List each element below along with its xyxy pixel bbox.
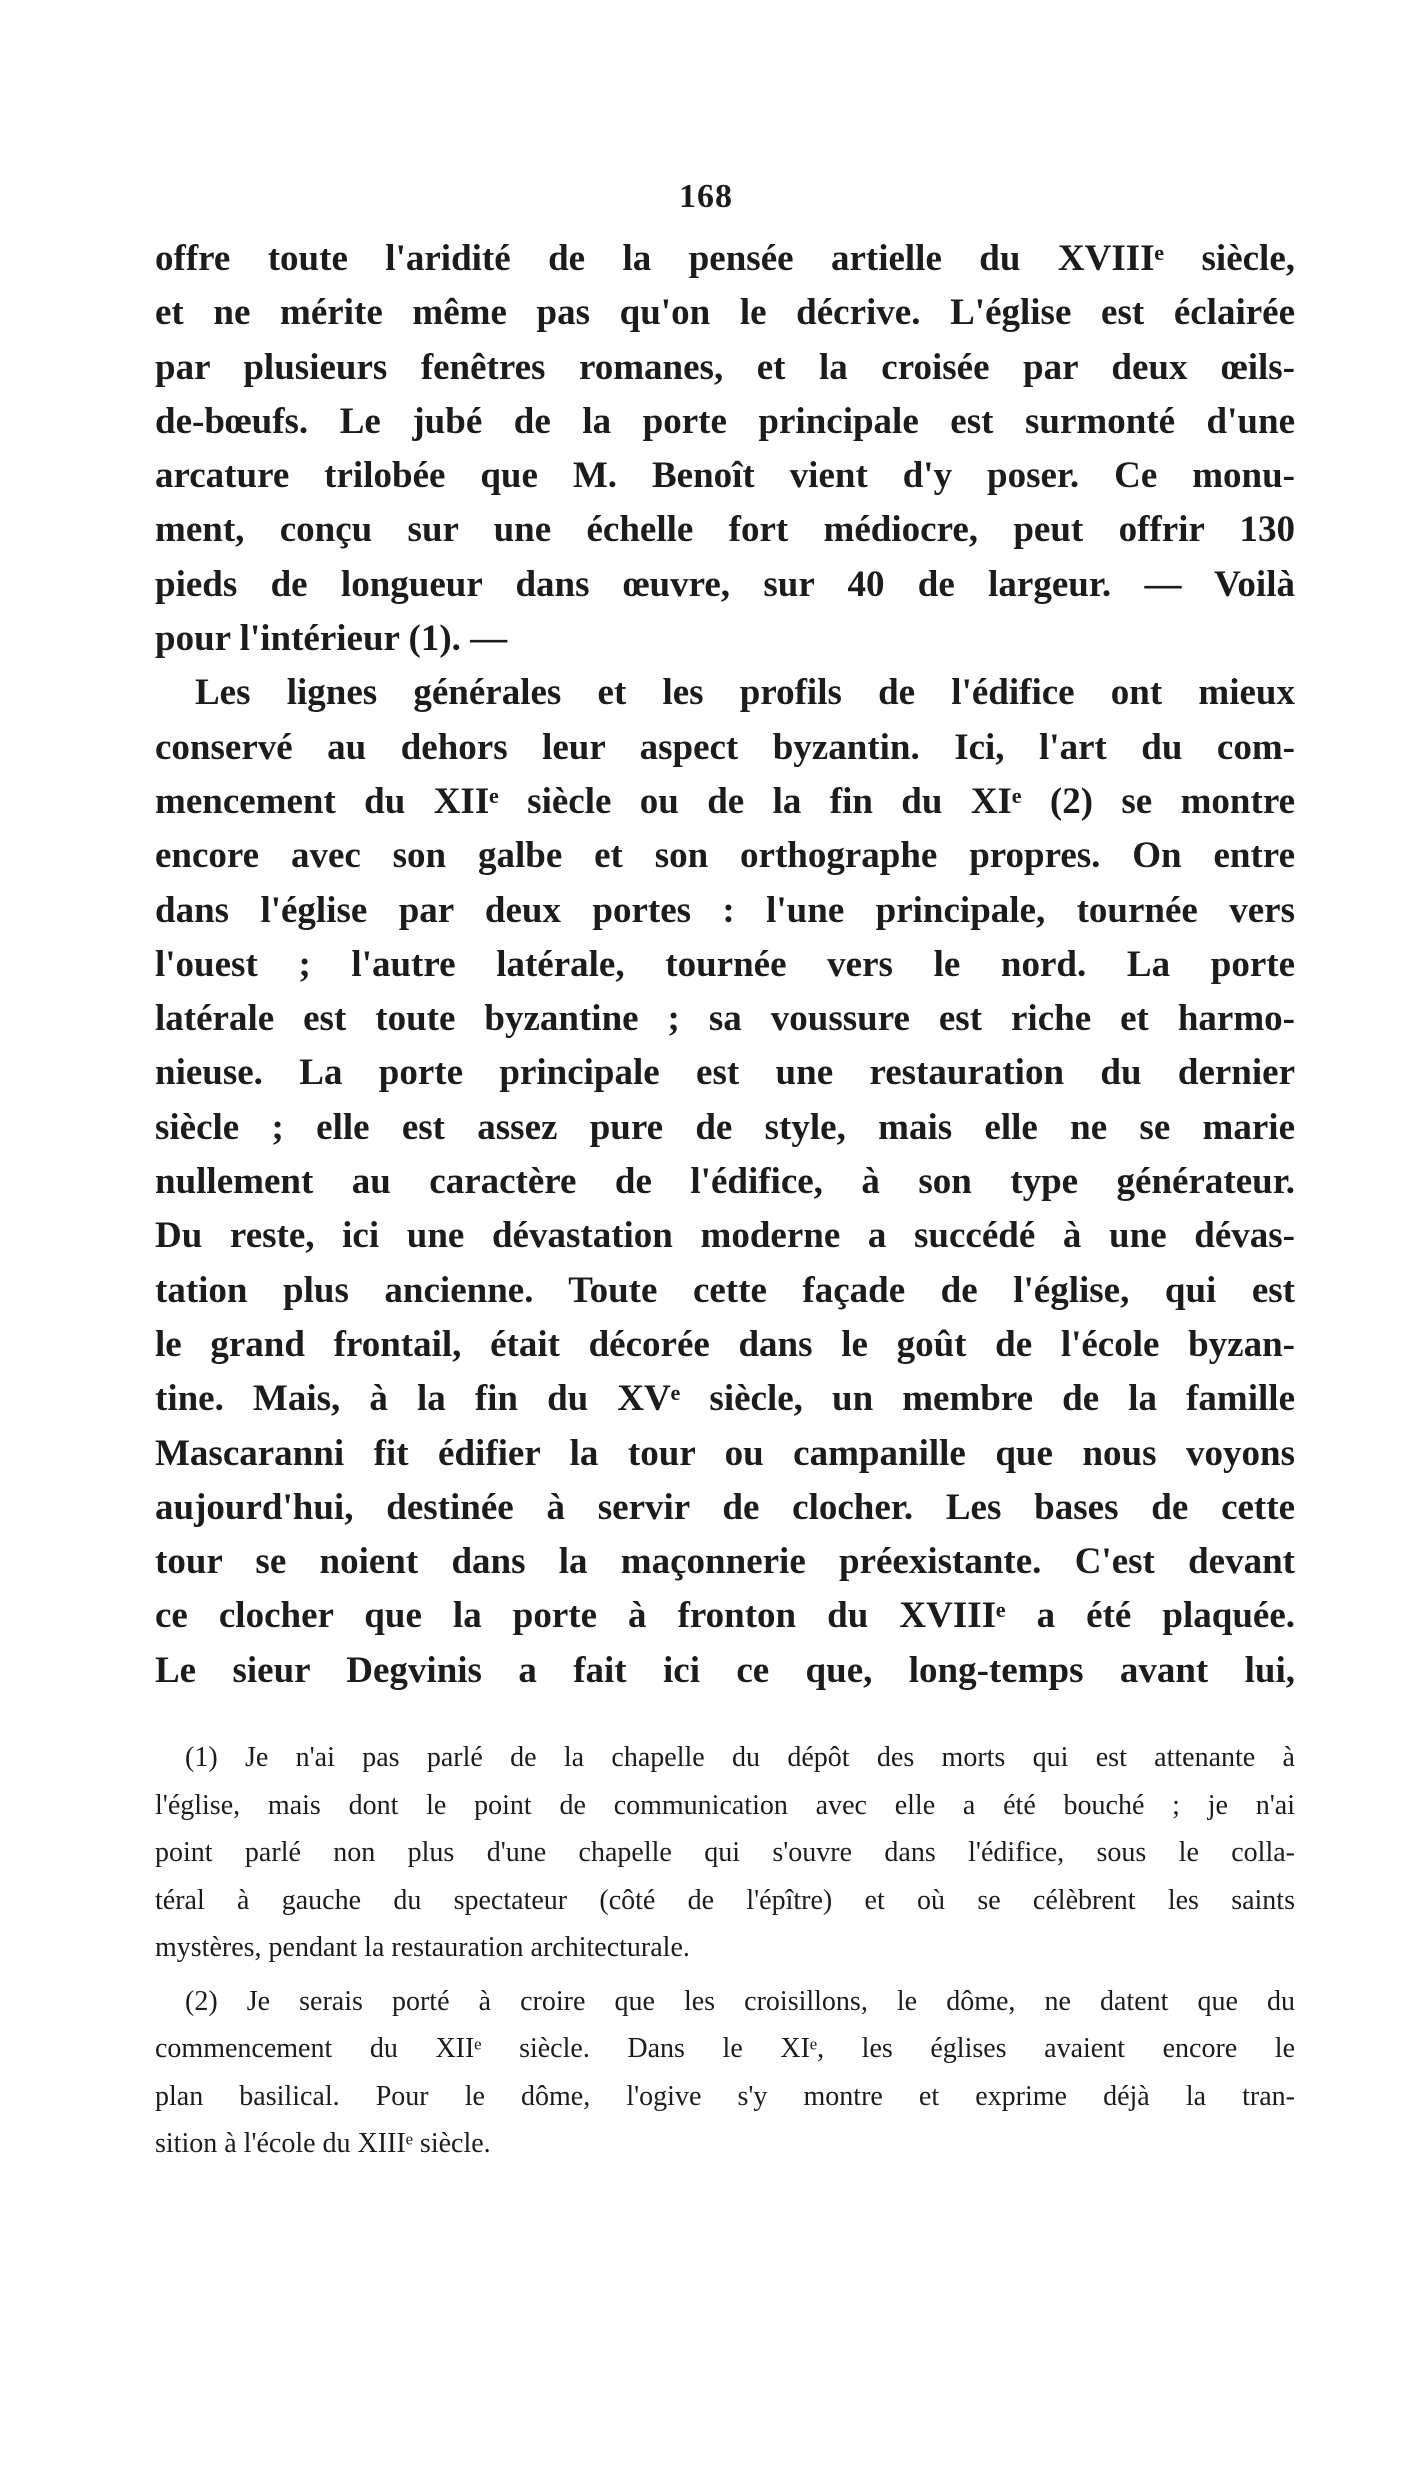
text-line: pour l'intérieur (1). — — [155, 618, 508, 660]
text-line: ce clocher que la porte à fronton du XVIIIᵉ a été plaquée. — [155, 1595, 1295, 1637]
footnote-line: l'église, mais dont le point de communication avec elle a été bouché ; je n'ai — [155, 1789, 1295, 1821]
text-line: tation plus ancienne. Toute cette façade de l'église, qui est — [155, 1269, 1295, 1311]
text-line: et ne mérite même pas qu'on le décrive. L'église est éclairée — [155, 292, 1295, 334]
footnotes — [155, 1734, 1295, 2168]
footnote-line: téral à gauche du spectateur (côté de l'épître) et où se célèbrent les saints — [155, 1884, 1295, 1916]
footnote-line: (2) Je serais porté à croire que les croisillons, le dôme, ne datent que du — [185, 1985, 1295, 2017]
text-line: tour se noient dans la maçonnerie préexistante. C'est devant — [155, 1541, 1295, 1583]
page-number: 168 — [679, 178, 733, 215]
text-line: Mascaranni fit édifier la tour ou campanille que nous voyons — [155, 1432, 1295, 1474]
text-line: aujourd'hui, destinée à servir de clocher. Les bases de cette — [155, 1486, 1295, 1528]
text-line: latérale est toute byzantine ; sa voussure est riche et harmo- — [155, 998, 1295, 1040]
text-line: conservé au dehors leur aspect byzantin. Ici, l'art du com- — [155, 726, 1295, 768]
text-line: arcature trilobée que M. Benoît vient d'y poser. Ce monu- — [155, 455, 1295, 497]
text-line: nullement au caractère de l'édifice, à son type générateur. — [155, 1161, 1295, 1203]
text-line: offre toute l'aridité de la pensée artielle du XVIIIᵉ siècle, — [155, 238, 1295, 279]
text-line: dans l'église par deux portes : l'une principale, tournée vers — [155, 889, 1295, 931]
text-line: mencement du XIIᵉ siècle ou de la fin du XIᵉ (2) se montre — [155, 780, 1295, 822]
footnote-1 — [155, 1734, 1295, 1972]
footnote-2 — [155, 1978, 1295, 2168]
text-line: par plusieurs fenêtres romanes, et la croisée par deux œils- — [155, 346, 1295, 388]
footnote-line: plan basilical. Pour le dôme, l'ogive s'y montre et exprime déjà la tran- — [155, 2080, 1295, 2112]
text-line: pieds de longueur dans œuvre, sur 40 de largeur. — Voilà — [155, 563, 1295, 605]
text-line: Du reste, ici une dévastation moderne a succédé à une dévas- — [155, 1215, 1295, 1257]
footnote-line: point parlé non plus d'une chapelle qui s'ouvre dans l'édifice, sous le colla- — [155, 1837, 1295, 1868]
text-line: encore avec son galbe et son orthographe propres. On entre — [155, 835, 1295, 877]
footnote-line: (1) Je n'ai pas parlé de la chapelle du dépôt des morts qui est attenante à — [185, 1742, 1295, 1773]
main-text-block — [155, 232, 1295, 1698]
text-line: de-bœufs. Le jubé de la porte principale est surmonté d'une — [155, 400, 1295, 442]
text-line: nieuse. La porte principale est une restauration du dernier — [155, 1052, 1295, 1094]
footnote-line: sition à l'école du XIIIᵉ siècle. — [155, 2128, 491, 2159]
text-line: ment, conçu sur une échelle fort médiocre, peut offrir 130 — [155, 509, 1295, 551]
footnote-line: commencement du XIIᵉ siècle. Dans le XIᵉ, les églises avaient encore le — [155, 2033, 1295, 2064]
text-line: Les lignes générales et les profils de l'édifice ont mieux — [195, 672, 1295, 714]
text-line: l'ouest ; l'autre latérale, tournée vers le nord. La porte — [155, 943, 1295, 985]
text-line: le grand frontail, était décorée dans le goût de l'école byzan- — [155, 1323, 1295, 1365]
text-line: Le sieur Degvinis a fait ici ce que, long-temps avant lui, — [155, 1649, 1295, 1691]
text-line: tine. Mais, à la fin du XVᵉ siècle, un membre de la famille — [155, 1378, 1295, 1420]
footnote-line: mystères, pendant la restauration architecturale. — [155, 1932, 690, 1963]
text-line: siècle ; elle est assez pure de style, mais elle ne se marie — [155, 1106, 1295, 1148]
